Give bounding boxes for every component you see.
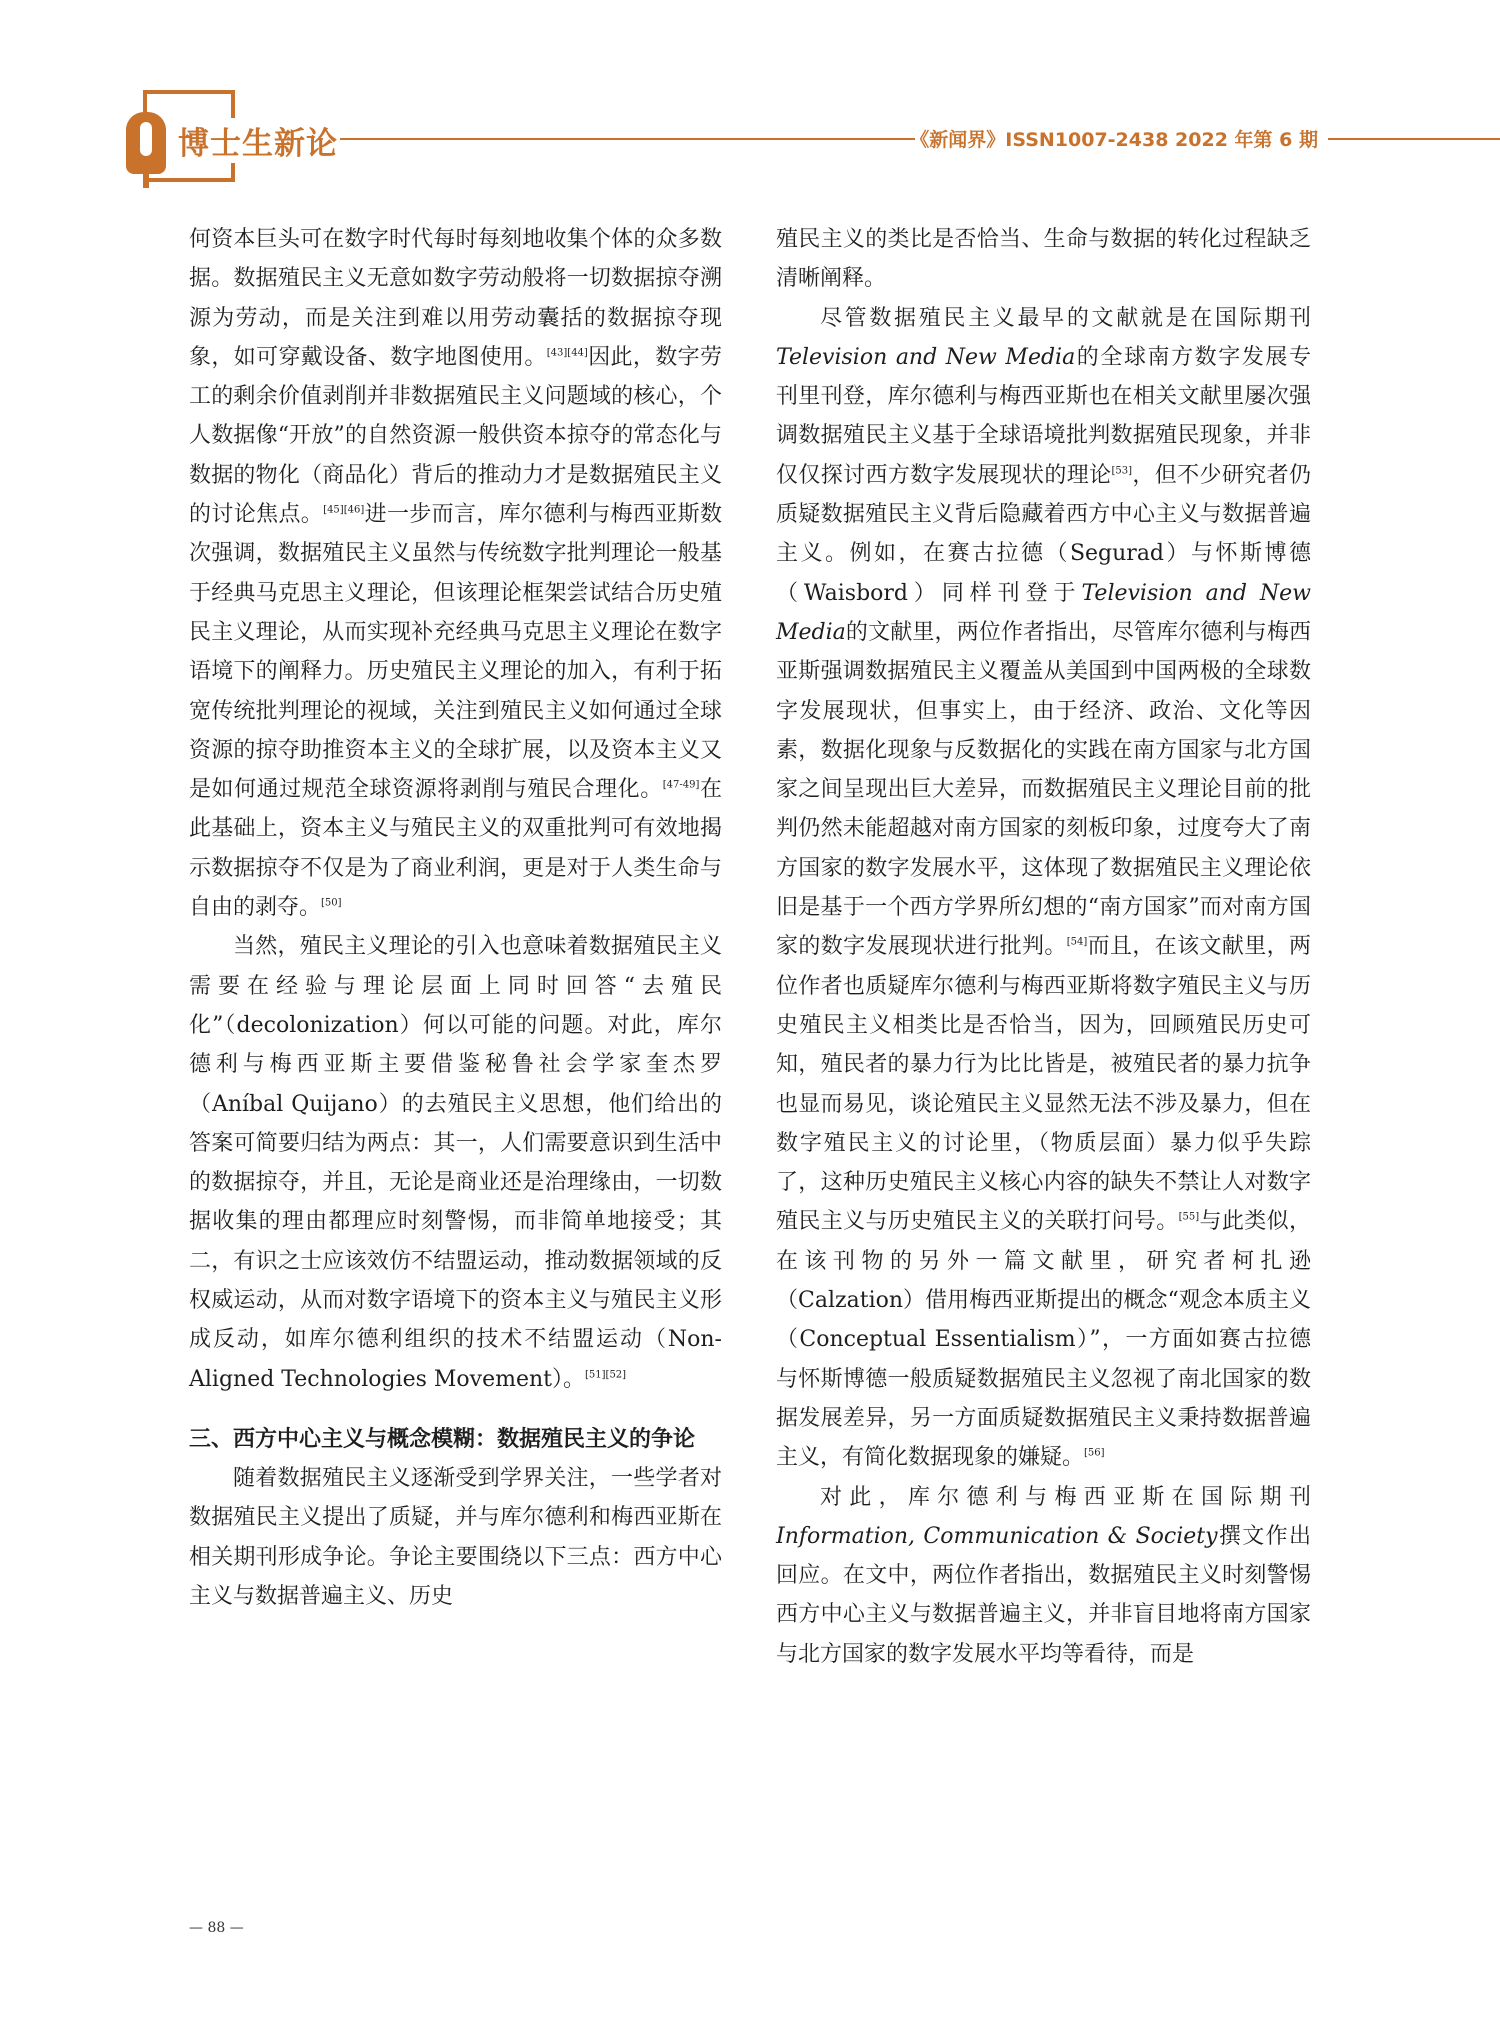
paragraph-text: 随着数据殖民主义逐渐受到学界关注，一些学者对数据殖民主义提出了质疑，并与库尔德利和梅西亚斯在相关期刊形成争论。争论主要围绕以下三点：西方中心主义与数据普遍主义、历史 xyxy=(189,1465,722,1609)
paragraph-text: 撰文作出回应。在文中，两位作者指出，数据殖民主义时刻警惕西方中心主义与数据普遍主义，并非盲目地将南方国家与北方国家的数字发展水平均等看待，而是 xyxy=(776,1523,1311,1667)
paragraph-text: 尽管数据殖民主义最早的文献就是在国际期刊 xyxy=(820,305,1311,331)
microphone-icon xyxy=(126,112,166,174)
citation-ref: [47-49] xyxy=(662,779,700,791)
paragraph-text: 的全球南方数字发展专刊里刊登，库尔德利与梅西亚斯也在相关文献里屡次强调数据殖民主义基于全球语境批判数据殖民现象，并非仅仅探讨西方数字发展现状的理论 xyxy=(776,344,1311,488)
journal-title: Information, Communication & Society xyxy=(776,1523,1218,1549)
header-rule xyxy=(340,138,915,140)
journal-title: Television and New Media xyxy=(776,580,1311,645)
citation-ref: [54] xyxy=(1066,937,1088,949)
page-number: — 88 — xyxy=(189,1920,244,1936)
paragraph xyxy=(776,1478,1311,1674)
microphone-stand-icon xyxy=(143,174,149,188)
paragraph xyxy=(189,220,722,927)
paragraph-text: 在此基础上，资本主义与殖民主义的双重批判可有效地揭示数据掠夺不仅是为了商业利润，更是对于人类生命与自由的剥夺。 xyxy=(189,777,722,921)
paragraph-text: 何资本巨头可在数字时代每时每刻地收集个体的众多数据。数据殖民主义无意如数字劳动般将一切数据掠夺溯源为劳动，而是关注到难以用劳动囊括的数据掠夺现象，如可穿戴设备、数字地图使用。 xyxy=(189,227,722,370)
paragraph xyxy=(189,1459,722,1616)
citation-ref: [56] xyxy=(1084,1447,1105,1459)
citation-ref: [45][46] xyxy=(323,504,365,516)
header-rule xyxy=(1328,138,1500,140)
paragraph-text: 殖民主义的类比是否恰当、生命与数据的转化过程缺乏清晰阐释。 xyxy=(776,227,1311,292)
paragraph-text: 当然，殖民主义理论的引入也意味着数据殖民主义需要在经验与理论层面上同时回答“去殖民化”（decolonization）何以可能的问题。对此，库尔德利与梅西亚斯主要借鉴秘鲁社会学家奎杰罗（Aníbal Quijano）的去殖民主义思想，他们给出的答案可简要归结为两点：其一，人们需要意识到生活中的数据掠夺，并且，无论是商业还是治理缘由，一切数据收集的理由都理应时刻警惕，而非简单地接受；其二，有识之士应该效仿不结盟运动，推动数据领域的反权威运动，从而对数字语境下的资本主义与殖民主义形成反动，如库尔德利组织的技术不结盟运动（Non-Aligned Technologies Movement）。 xyxy=(189,934,722,1392)
paragraph xyxy=(189,927,722,1399)
journal-title: Television and New Media xyxy=(776,344,1076,370)
paragraph-text: 与此类似，在该刊物的另外一篇文献里，研究者柯扎逊（Calzation）借用梅西亚斯提出的概念“观念本质主义（Conceptual Essentialism）”，一方面如赛古拉德与怀斯博德一般质疑数据殖民主义忽视了南北国家的数据发展差异，另一方面质疑数据殖民主义秉持数据普遍主义，有简化数据现象的嫌疑。 xyxy=(776,1209,1311,1471)
citation-ref: [55] xyxy=(1178,1212,1200,1224)
section-heading: 三、西方中心主义与概念模糊：数据殖民主义的争论 xyxy=(189,1426,696,1452)
paragraph-text: 而且，在该文献里，两位作者也质疑库尔德利与梅西亚斯将数字殖民主义与历史殖民主义相类比是否恰当，因为，回顾殖民历史可知，殖民者的暴力行为比比皆是，被殖民者的暴力抗争也显而易见，谈论殖民主义显然无法不涉及暴力，但在数字殖民主义的讨论里，（物质层面）暴力似乎失踪了，这种历史殖民主义核心内容的缺失不禁让人对数字殖民主义与历史殖民主义的关联打问号。 xyxy=(776,934,1311,1235)
paragraph-text: 对此，库尔德利与梅西亚斯在国际期刊 xyxy=(820,1484,1311,1510)
paragraph xyxy=(776,299,1311,1478)
citation-ref: [51][52] xyxy=(585,1369,627,1381)
left-column xyxy=(189,220,722,1616)
citation-ref: [50] xyxy=(321,897,342,909)
paragraph-text: 因此，数字劳工的剩余价值剥削并非数据殖民主义问题域的核心，个人数据像“开放”的自然资源一般供资本掠夺的常态化与数据的物化（商品化）背后的推动力才是数据殖民主义的讨论焦点。 xyxy=(189,344,722,528)
paragraph-text: 进一步而言，库尔德利与梅西亚斯数次强调，数据殖民主义虽然与传统数字批判理论一般基于经典马克思主义理论，但该理论框架尝试结合历史殖民主义理论，从而实现补充经典马克思主义理论在数字语境下的阐释力。历史殖民主义理论的加入，有利于拓宽传统批判理论的视域，关注到殖民主义如何通过全球资源的掠夺助推资本主义的全球扩展，以及资本主义又是如何通过规范全球资源将剥削与殖民合理化。 xyxy=(189,502,722,803)
right-column xyxy=(776,220,1311,1674)
citation-ref: [43][44] xyxy=(546,347,588,359)
paragraph-text: ，但不少研究者仍质疑数据殖民主义背后隐藏着西方中心主义与数据普遍主义。例如，在赛古拉德（Segurad）与怀斯博德（Waisbord）同样刊登于 xyxy=(776,462,1311,606)
paragraph-text: 的文献里，两位作者指出，尽管库尔德利与梅西亚斯强调数据殖民主义覆盖从美国到中国两极的全球数字发展现状，但事实上，由于经济、政治、文化等因素，数据化现象与反数据化的实践在南方国家与北方国家之间呈现出巨大差异，而数据殖民主义理论目前的批判仍然未能超越对南方国家的刻板印象，过度夸大了南方国家的数字发展水平，这体现了数据殖民主义理论依旧是基于一个西方学界所幻想的“南方国家”而对南方国家的数字发展现状进行批判。 xyxy=(776,619,1311,960)
journal-info: 《新闻界》ISSN1007-2438 2022 年第 6 期 xyxy=(910,129,1318,151)
citation-ref: [53] xyxy=(1111,465,1133,477)
column-name: 博士生新论 xyxy=(178,118,348,163)
paragraph xyxy=(776,220,1311,299)
